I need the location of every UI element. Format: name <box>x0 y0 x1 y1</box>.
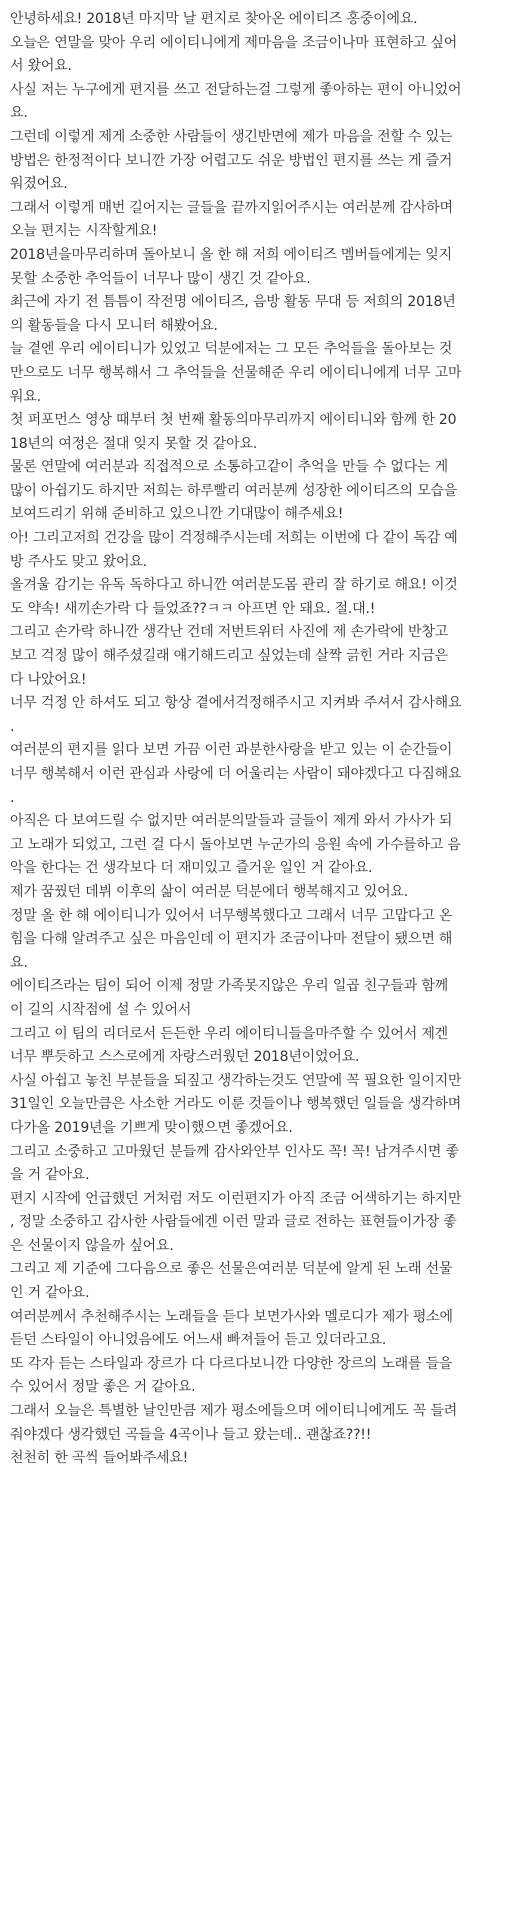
letter-paragraph: 안녕하세요! 2018년 마지막 날 편지로 찾아온 에이티즈 홍중이에요. <box>10 11 418 27</box>
letter-paragraph: 제가 꿈꿨던 데뷔 이후의 삶이 여러분 덕분에더 행복해지고 있어요. <box>10 883 408 900</box>
letter-paragraph: 최근에 자기 전 틈틈이 작전명 에이티즈, 음방 활동 무대 등 저희의 2018년 의 활동들을 다시 모니터 해봤어요. <box>10 294 456 334</box>
letter-paragraph: 천천히 한 곡씩 들어봐주세요! <box>10 1450 189 1467</box>
letter-paragraph: 사실 저는 누구에게 편지를 쓰고 전달하는걸 그렇게 좋아하는 편이 아니었어 요. <box>10 81 462 122</box>
letter-paragraph: 아직은 다 보여드릴 수 없지만 여러분의말들과 글들이 제게 와서 가사가 되 고 노래가 되었고, 그런 걸 다시 돌아보면 누군가의 응원 속에 가수를하고 음 악을 한다는 건 생각보다 더 재미있고 즐거운 일인 거 같아요. <box>10 813 461 877</box>
letter-paragraph: 그런데 이렇게 제게 소중한 사람들이 생긴반면에 제가 마음을 전할 수 있는 방법은 한정적이다 보니깐 가장 어렵고도 쉬운 방법인 편지를 쓰는 게 즐거 워졌어요. <box>10 128 453 193</box>
letter-paragraph: 물론 연말에 여러분과 직접적으로 소통하고같이 추억을 만들 수 없다는 게 많이 아쉽기도 하지만 저희는 하루빨리 여러분께 성장한 에이티즈의 모습을 보여드리기 위해 준비하고 있으니깐 기대많이 해주세요! <box>10 459 458 523</box>
letter-paragraph: 사실 아쉽고 놓친 부분들을 되짚고 생각하는것도 연말에 꼭 필요한 일이지만 31일인 오늘만큼은 사소한 거라도 이룬 것들이나 행복했던 일들을 생각하며 다가올 2019년을 기쁘게 맞이했으면 좋겠어요. <box>10 1072 462 1136</box>
letter-paragraph: 정말 올 한 해 에이티니가 있어서 너무행복했다고 그래서 너무 고맙다고 온 힘을 다해 알려주고 싶은 마음인데 이 편지가 조금이나마 전달이 됐으면 해 요. <box>10 907 453 971</box>
letter-paragraph: 오늘은 연말을 맞아 우리 에이티니에게 제마음을 조금이나마 표현하고 싶어 서 왔어요. <box>10 34 458 75</box>
letter-paragraph: 그래서 오늘은 특별한 날인만큼 제가 평소에들으며 에이티니에게도 꼭 들려 줘야겠다 생각했던 곡들을 4곡이나 들고 왔는데.. 괜찮죠??!! <box>10 1403 458 1443</box>
letter-paragraph: 너무 걱정 안 하셔도 되고 항상 곁에서걱정해주시고 지켜봐 주셔서 감사해요 . <box>10 695 462 735</box>
letter-paragraph: 그리고 손가락 하니깐 생각난 건데 저번트위터 사진에 제 손가락에 반창고 보고 걱정 많이 해주셨길래 얘기해드리고 싶었는데 살짝 긁힌 거라 지금은 다 나았어요! <box>10 624 448 688</box>
letter-paragraph: 올겨울 감기는 유독 독하다고 하니깐 여러분도몸 관리 잘 하기로 해요! 이것 도 약속! 새끼손가락 다 들었죠??ㅋㅋ 아프면 안 돼요. 절.대.! <box>10 577 458 617</box>
letter-paragraph: 에이티즈라는 팀이 되어 이제 정말 가족못지않은 우리 일곱 친구들과 함께 이 길의 시작점에 설 수 있어서 <box>10 978 448 1018</box>
letter-paragraph: 편지 시작에 언급했던 거처럼 저도 이런편지가 아직 조금 어색하기는 하지만 , 정말 소중하고 감사한 사람들에겐 이런 말과 글로 전하는 표현들이가장 좋 은 선물이지 않을까 싶어요. <box>10 1190 462 1254</box>
letter-paragraph: 그리고 소중하고 고마웠던 분들께 감사와안부 인사도 꼭! 꼭! 남겨주시면 좋 을 거 같아요. <box>10 1143 459 1184</box>
letter-paragraph: 그래서 이렇게 매번 길어지는 글들을 끝까지읽어주시는 여러분께 감사하며 오늘 편지는 시작할게요! <box>10 199 453 240</box>
letter-paragraph: 늘 곁엔 우리 에이티니가 있었고 덕분에저는 그 모든 추억들을 돌아보는 것 만으로도 너무 행복해서 그 추억들을 선물해준 우리 에이티니에게 너무 고마 워요. <box>10 341 462 405</box>
letter-paragraph: 또 각자 듣는 스타일과 장르가 다 다르다보니깐 다양한 장르의 노래를 들을 수 있어서 정말 좋은 거 같아요. <box>10 1355 453 1396</box>
letter-paragraph: 여러분께서 추천해주시는 노래들을 듣다 보면가사와 멜로디가 제가 평소에 듣던 스타일이 아니었음에도 어느새 빠져들어 듣고 있더라고요. <box>10 1308 453 1349</box>
letter-paragraph: 그리고 제 기준에 그다음으로 좋은 선물은여러분 덕분에 알게 된 노래 선물 인 거 같아요. <box>10 1261 453 1302</box>
letter-paragraph: 그리고 이 팀의 리더로서 든든한 우리 에이티니들을마주할 수 있어서 제겐 너무 뿌듯하고 스스로에게 자랑스러웠던 2018년이었어요. <box>10 1025 448 1066</box>
letter-paragraph: 아! 그리고저희 건강을 많이 걱정해주시는데 저희는 이번에 다 같이 독감 예 방 주사도 맞고 왔어요. <box>10 530 458 570</box>
letter-paragraph: 여러분의 편지를 읽다 보면 가끔 이런 과분한사랑을 받고 있는 이 순간들이 너무 행복해서 이런 관심과 사랑에 더 어울리는 사람이 돼야겠다고 다짐해요 . <box>10 742 462 806</box>
letter-paragraph: 첫 퍼포먼스 영상 때부터 첫 번째 활동의마무리까지 에이티니와 함께 한 20 18년의 여정은 절대 잊지 못할 것 같아요. <box>10 412 457 452</box>
letter-paragraph: 2018년을마무리하며 돌아보니 올 한 해 저희 에이티즈 멤버들에게는 잊지 못할 소중한 추억들이 너무나 많이 생긴 것 같아요. <box>10 246 452 287</box>
